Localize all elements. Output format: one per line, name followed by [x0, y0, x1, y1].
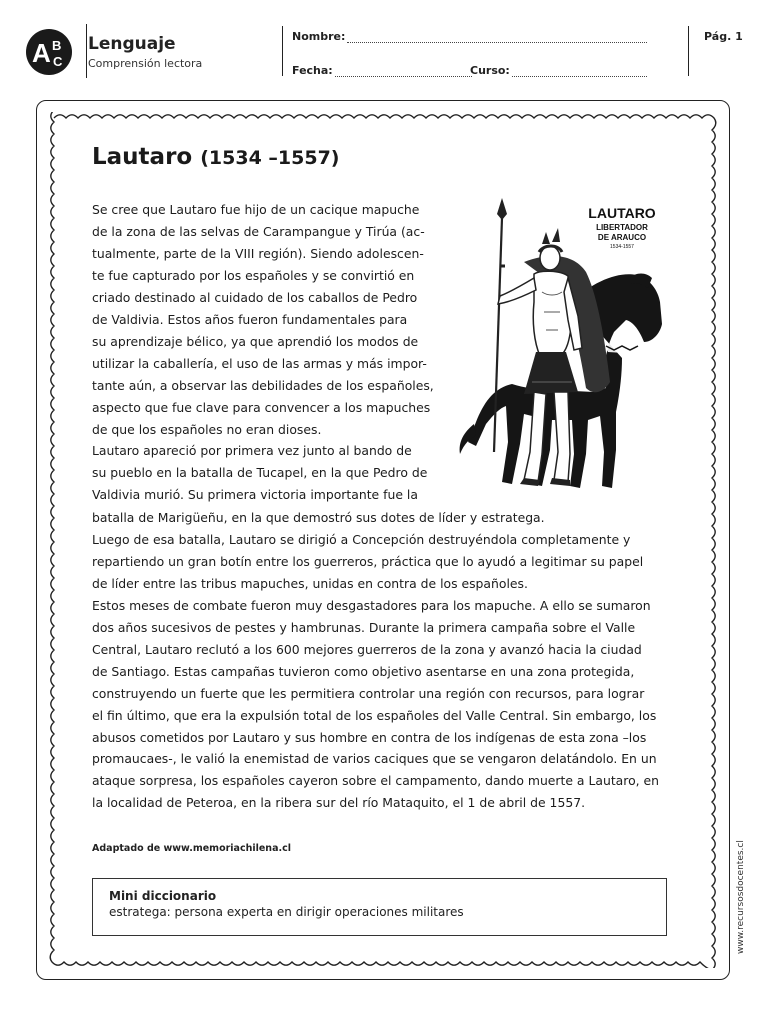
- article-text-top: [92, 199, 447, 506]
- text-line: de la zona de las selvas de Carampangue y Tirúa (ac-: [92, 223, 425, 239]
- text-line: Central, Lautaro reclutó a los 600 mejores guerreros de la zona y avanzó hacia la ciudad: [92, 641, 642, 657]
- article-title: [92, 144, 339, 170]
- side-url: www.recursosdocentes.cl: [736, 840, 746, 954]
- fecha-field[interactable]: [292, 64, 472, 77]
- text-line: te fue capturado por los españoles y se convirtió en: [92, 267, 415, 283]
- text-line: Luego de esa batalla, Lautaro se dirigió a Concepción destruyéndola completamente y: [92, 531, 631, 547]
- mini-dictionary-box: [92, 878, 667, 936]
- curso-field[interactable]: [470, 64, 647, 77]
- header-divider: [688, 26, 689, 76]
- source-credit: Adaptado de www.memoriachilena.cl: [92, 843, 291, 854]
- fecha-blank[interactable]: [335, 65, 472, 77]
- text-line: Lautaro apareció por primera vez junto al bando de: [92, 443, 412, 459]
- lautaro-illustration: [454, 192, 666, 492]
- nombre-field[interactable]: [292, 30, 647, 43]
- subject-divider: [86, 24, 87, 78]
- abc-logo-icon: [25, 28, 73, 76]
- article-text-bottom: [92, 507, 682, 814]
- fecha-label: Fecha:: [292, 64, 333, 77]
- page-number: Pág. 1: [704, 30, 743, 43]
- caption-line1: LIBERTADOR: [596, 223, 648, 232]
- text-line: de Valdivia. Estos años fueron fundamentales para: [92, 311, 408, 327]
- text-line: utilizar la caballería, el uso de las armas y más impor-: [92, 355, 427, 371]
- text-line: Estos meses de combate fueron muy desgastadores para los mapuche. A ello se sumaron: [92, 597, 651, 613]
- text-line: tualmente, parte de la VIII región). Siendo adolescen-: [92, 245, 424, 261]
- dictionary-title: Mini diccionario: [109, 889, 217, 903]
- text-line: el fin último, que era la expulsión total de los españoles del Valle Central. Sin embargo, los: [92, 707, 657, 723]
- text-line: tante aún, a observar las debilidades de los españoles,: [92, 377, 434, 393]
- text-line: su aprendizaje bélico, ya que aprendió los modos de: [92, 333, 419, 349]
- logo-letter-b: B: [52, 38, 62, 53]
- header-divider: [282, 26, 283, 76]
- dictionary-definition: estratega: persona experta en dirigir operaciones militares: [109, 905, 464, 919]
- text-line: Se cree que Lautaro fue hijo de un cacique mapuche: [92, 202, 420, 217]
- title-years: (1534 –1557): [200, 147, 340, 169]
- subject-title: Lenguaje: [88, 34, 176, 54]
- logo-letter-a: A: [32, 38, 51, 68]
- text-line: batalla de Marigüeñu, en la que demostró sus dotes de líder y estratega.: [92, 510, 545, 525]
- text-line: la localidad de Peteroa, en la ribera sur del río Mataquito, el 1 de abril de 1557.: [92, 795, 586, 811]
- text-line: de Santiago. Estas campañas tuvieron como objetivo asentarse en una zona protegida,: [92, 663, 635, 679]
- curso-blank[interactable]: [512, 65, 647, 77]
- text-line: aspecto que fue clave para convencer a los mapuches: [92, 399, 431, 415]
- text-line: ataque sorpresa, los españoles cayeron sobre el campamento, dando muerte a Lautaro, en: [92, 773, 660, 789]
- text-line: criado destinado al cuidado de los caballos de Pedro: [92, 289, 418, 305]
- caption-name: LAUTARO: [588, 205, 656, 221]
- caption-years: 1534-1557: [610, 244, 634, 250]
- text-line: construyendo un fuerte que les permitiera controlar una región con recursos, para lograr: [92, 685, 645, 701]
- text-line: dos años sucesivos de pestes y hambrunas. Durante la primera campaña sobre el Valle: [92, 619, 636, 635]
- subject-subtitle: Comprensión lectora: [88, 57, 203, 70]
- text-line: de que los españoles no eran dioses.: [92, 421, 322, 437]
- curso-label: Curso:: [470, 64, 510, 77]
- text-line: abusos cometidos por Lautaro y sus hombre en contra de los indígenas de esta zona –los: [92, 729, 647, 745]
- text-line: de líder entre las tribus mapuches, unidas en contra de los españoles.: [92, 575, 528, 591]
- nombre-blank[interactable]: [347, 31, 647, 43]
- logo-letter-c: C: [53, 54, 63, 69]
- title-name: Lautaro: [92, 144, 193, 170]
- spear-icon: [494, 198, 507, 452]
- text-line: promaucaes-, le valió la enemistad de varios caciques que se vengaron delatándolo. En un: [92, 751, 657, 767]
- text-line: Valdivia murió. Su primera victoria importante fue la: [92, 487, 418, 503]
- nombre-label: Nombre:: [292, 30, 346, 43]
- caption-line2: DE ARAUCO: [597, 233, 647, 242]
- text-line: su pueblo en la batalla de Tucapel, en la que Pedro de: [92, 465, 428, 481]
- text-line: repartiendo un gran botín entre los guerreros, práctica que lo ayudó a legitimar su papel: [92, 553, 644, 569]
